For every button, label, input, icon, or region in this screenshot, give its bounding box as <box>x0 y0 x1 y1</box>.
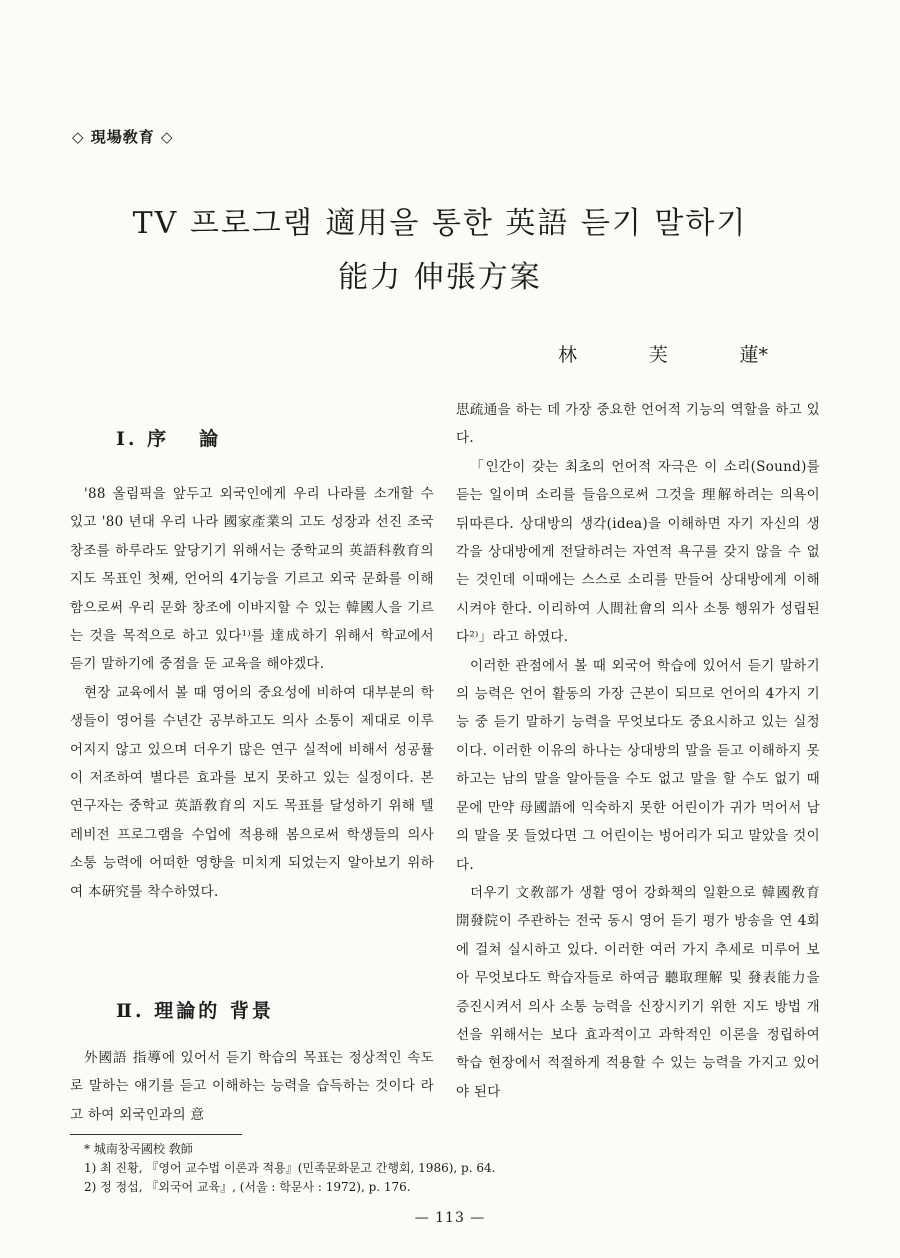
author-char-2: 芙 <box>648 344 668 366</box>
right-paragraph-4: 더우기 文敎部가 생활 영어 강화책의 일환으로 韓國敎育開發院이 주관하는 전국 동시 영어 듣기 평가 방송을 연 4회에 걸쳐 실시하고 있다. 이러한 여러 가지 추세로 미루어 보아 무엇보다도 학습자들로 하여금 聽取理解 및 發表能力을 증진시켜서 의사 소통 능력을 신장시키기 위한 지도 방법 개선을 위해서는 보다 효과적이고 과학적인 이론을 정립하여 학습 현장에서 적절하게 적용할 수 있는 능력을 가지고 있어야 된다 <box>456 884 820 1100</box>
section-heading-2: Ⅱ. 理論的 背景 <box>116 1000 274 1022</box>
footnotes <box>84 1140 495 1197</box>
article-title-line-1: TV 프로그램 適用을 통한 英語 듣기 말하기 <box>132 206 748 241</box>
right-paragraph-1: 思疏通을 하는 데 가장 중요한 언어적 기능의 역할을 하고 있다. <box>456 402 820 447</box>
article-title-line-2: 能力 伸張方案 <box>338 260 542 295</box>
section-heading-1 <box>116 424 221 451</box>
left-paragraph-3: 外國語 指導에 있어서 듣기 학습의 목표는 정상적인 속도로 말하는 얘기를 듣고 이해하는 능력을 습득하는 것이다 라고 하여 외국인과의 意 <box>70 1050 434 1123</box>
left-column-lower <box>70 1044 434 1129</box>
footnote-1: 1) 최 진황, 『영어 교수법 이론과 적용』(민족문화문고 간행회, 1986), p. 64. <box>84 1161 496 1175</box>
author-char-3: 蓮* <box>739 344 768 366</box>
page-number: — 113 — <box>414 1210 486 1226</box>
footnote-author: * 城南창곡國校 敎師 <box>84 1142 193 1156</box>
left-column <box>70 480 434 906</box>
right-paragraph-2: 「인간이 갖는 최초의 언어적 자극은 이 소리(Sound)를 듣는 일이며 소리를 들음으로써 그것을 理解하려는 의욕이 뒤따른다. 상대방의 생각(idea)을 이해하면 자기 자신의 생각을 상대방에게 전달하려는 자연적 욕구를 갖지 않을 수 없는 것인데 이때에는 스스로 소리를 만들어 상대방에게 이해시켜야 한다. 이리하여 人間社會의 의사 소통 행위가 성립된다²⁾」라고 하였다. <box>456 458 820 646</box>
section-tag: ◇ 現場敎育 ◇ <box>72 128 174 146</box>
author-name <box>558 340 768 367</box>
left-paragraph-1: '88 올림픽을 앞두고 외국인에게 우리 나라를 소개할 수 있고 '80 년대 우리 나라 國家產業의 고도 성장과 선진 조국 창조를 하루라도 앞당기기 위해서는 중학교의 英語科敎育의 지도 목표인 첫째, 언어의 4기능을 기르고 외국 문화를 이해함으로써 우리 문화 창조에 이바지할 수 있는 韓國人을 기르는 것을 목적으로 하고 있다¹⁾를 達成하기 위해서 학교에서 듣기 말하기에 중점을 둔 교육을 해야겠다. <box>70 486 434 673</box>
left-paragraph-2: 현장 교육에서 볼 때 영어의 중요성에 비하여 대부분의 학생들이 영어를 수년간 공부하고도 의사 소통이 제대로 이루어지지 않고 있으며 더우기 많은 연구 실적에 비해서 성공률이 저조하여 별다른 효과를 보지 못하고 있는 실정이다. 본 연구자는 중학교 英語敎育의 지도 목표를 달성하기 위해 텔레비전 프로그램을 수업에 적용해 봄으로써 학생들의 의사 소통 능력에 어떠한 영향을 미치게 되었는지 알아보기 위하여 本硏究를 착수하였다. <box>70 684 434 900</box>
section-1-number: Ⅰ. 序 <box>116 428 170 450</box>
right-column <box>456 396 820 1106</box>
section-1-title: 論 <box>199 428 222 450</box>
author-char-1: 林 <box>558 344 578 366</box>
footnote-divider <box>70 1134 242 1135</box>
footnote-2: 2) 정 정섭, 『외국어 교육』, (서울 : 학문사 : 1972), p. 176. <box>84 1180 411 1194</box>
right-paragraph-3: 이러한 관점에서 볼 때 외국어 학습에 있어서 듣기 말하기의 능력은 언어 활동의 가장 근본이 되므로 언어의 4가지 기능 중 듣기 말하기 능력을 무엇보다도 중요시하고 있는 실정이다. 이러한 이유의 하나는 상대방의 말을 듣고 이해하지 못하고는 남의 말을 알아들을 수도 없고 말을 할 수도 없기 때문에 만약 母國語에 익숙하지 못한 어린이가 귀가 먹어서 남의 말을 못 들었다면 그 어린이는 벙어리가 되고 말았을 것이다. <box>456 657 820 873</box>
